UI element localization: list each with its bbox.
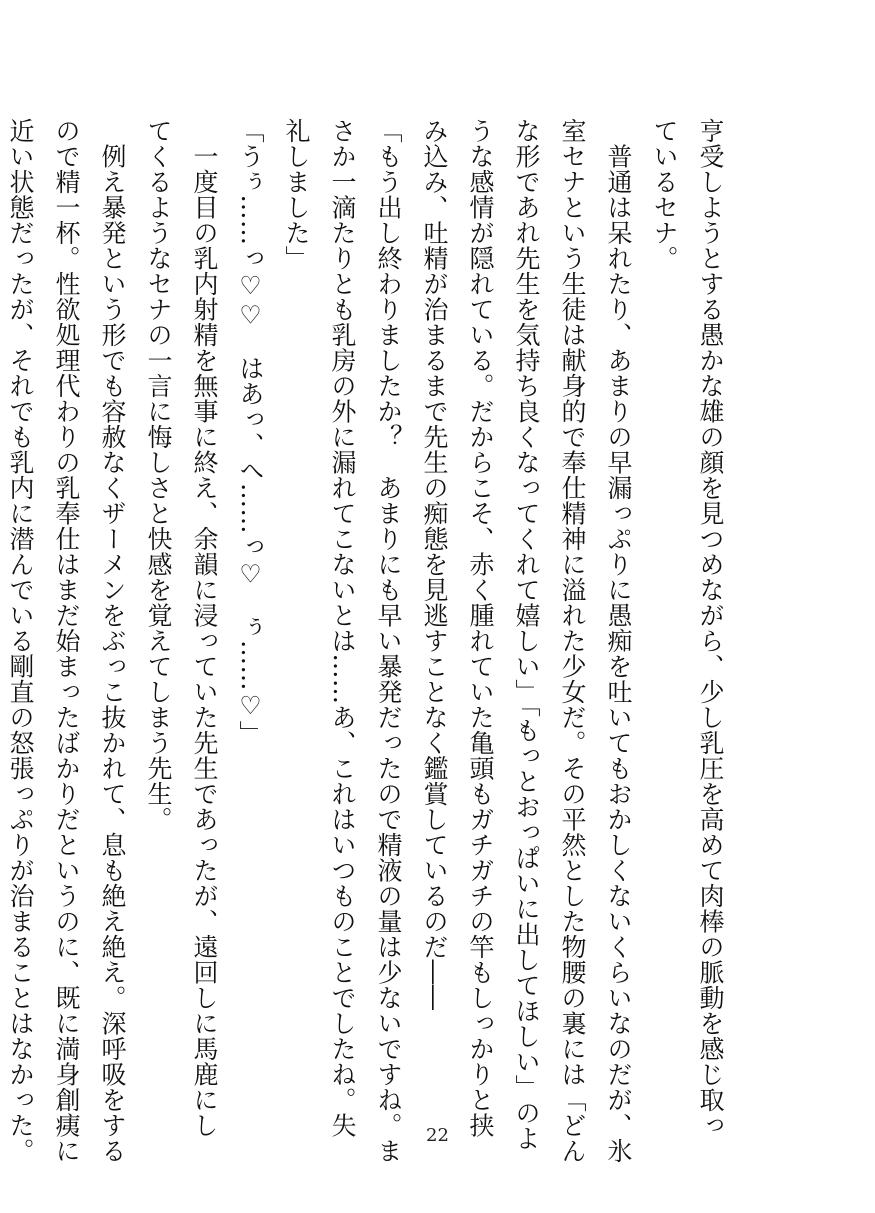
page-number: 22 [426, 1125, 449, 1146]
text-line: 亨受しようとする愚かな雄の顔を見つめながら、少し乳圧を高めて肉棒の脈動を感じ取っ [696, 118, 725, 1138]
text-line: 「もう出し終わりましたか？ あまりにも早い暴発だったので精液の量は少ないですね。ま [374, 118, 403, 1164]
text-line: てくるようなセナの一言に悔しさと快感を覚えてしまう先生。 [144, 118, 173, 832]
text-line: 「うぅ……っ♡♡ はあっ、へ……っ♡ ぅ……♡」 [236, 118, 265, 746]
text-line: 一度目の乳内射精を無事に終え、余韻に浸っていた先生であったが、遠回しに馬鹿にし [190, 118, 219, 1138]
text-line: み込み、吐精が治まるまで先生の痴態を見逃すことなく鑑賞しているのだ―― [420, 118, 449, 1011]
text-line: 普通は呆れたり、あまりの早漏っぷりに愚痴を吐いてもおかしくないくらいなのだが、氷 [604, 118, 633, 1164]
text-line: 室セナという生徒は献身的で奉仕精神に溢れた少女だ。その平然とした物腰の裏には「どん [558, 118, 587, 1164]
text-line: な形であれ先生を気持ち良くなってくれて嬉しい」「もっとおっぱいに出してほしい」のよ [512, 118, 541, 1151]
text-line: ているセナ。 [650, 118, 679, 271]
text-line: さか一滴たりとも乳房の外に漏れてこないとは……あ、これはいつものことでしたね。失 [328, 118, 357, 1138]
text-line: うな感情が隠れている。だからこそ、赤く腫れていた亀頭もガチガチの竿もしっかりと挟 [466, 118, 495, 1138]
text-line: 例え暴発という形でも容赦なくザーメンをぶっこ抜かれて、息も絶え絶え。深呼吸をする [98, 118, 127, 1164]
text-line: 近い状態だったが、それでも乳内に潜んでいる剛直の怒張っぷりが治まることはなかった。 [6, 118, 35, 1164]
text-line: ので精一杯。性欲処理代わりの乳奉仕はまだ始まったばかりだというのに、既に満身創痍に [52, 118, 81, 1164]
text-line: 礼しました」 [282, 118, 311, 271]
